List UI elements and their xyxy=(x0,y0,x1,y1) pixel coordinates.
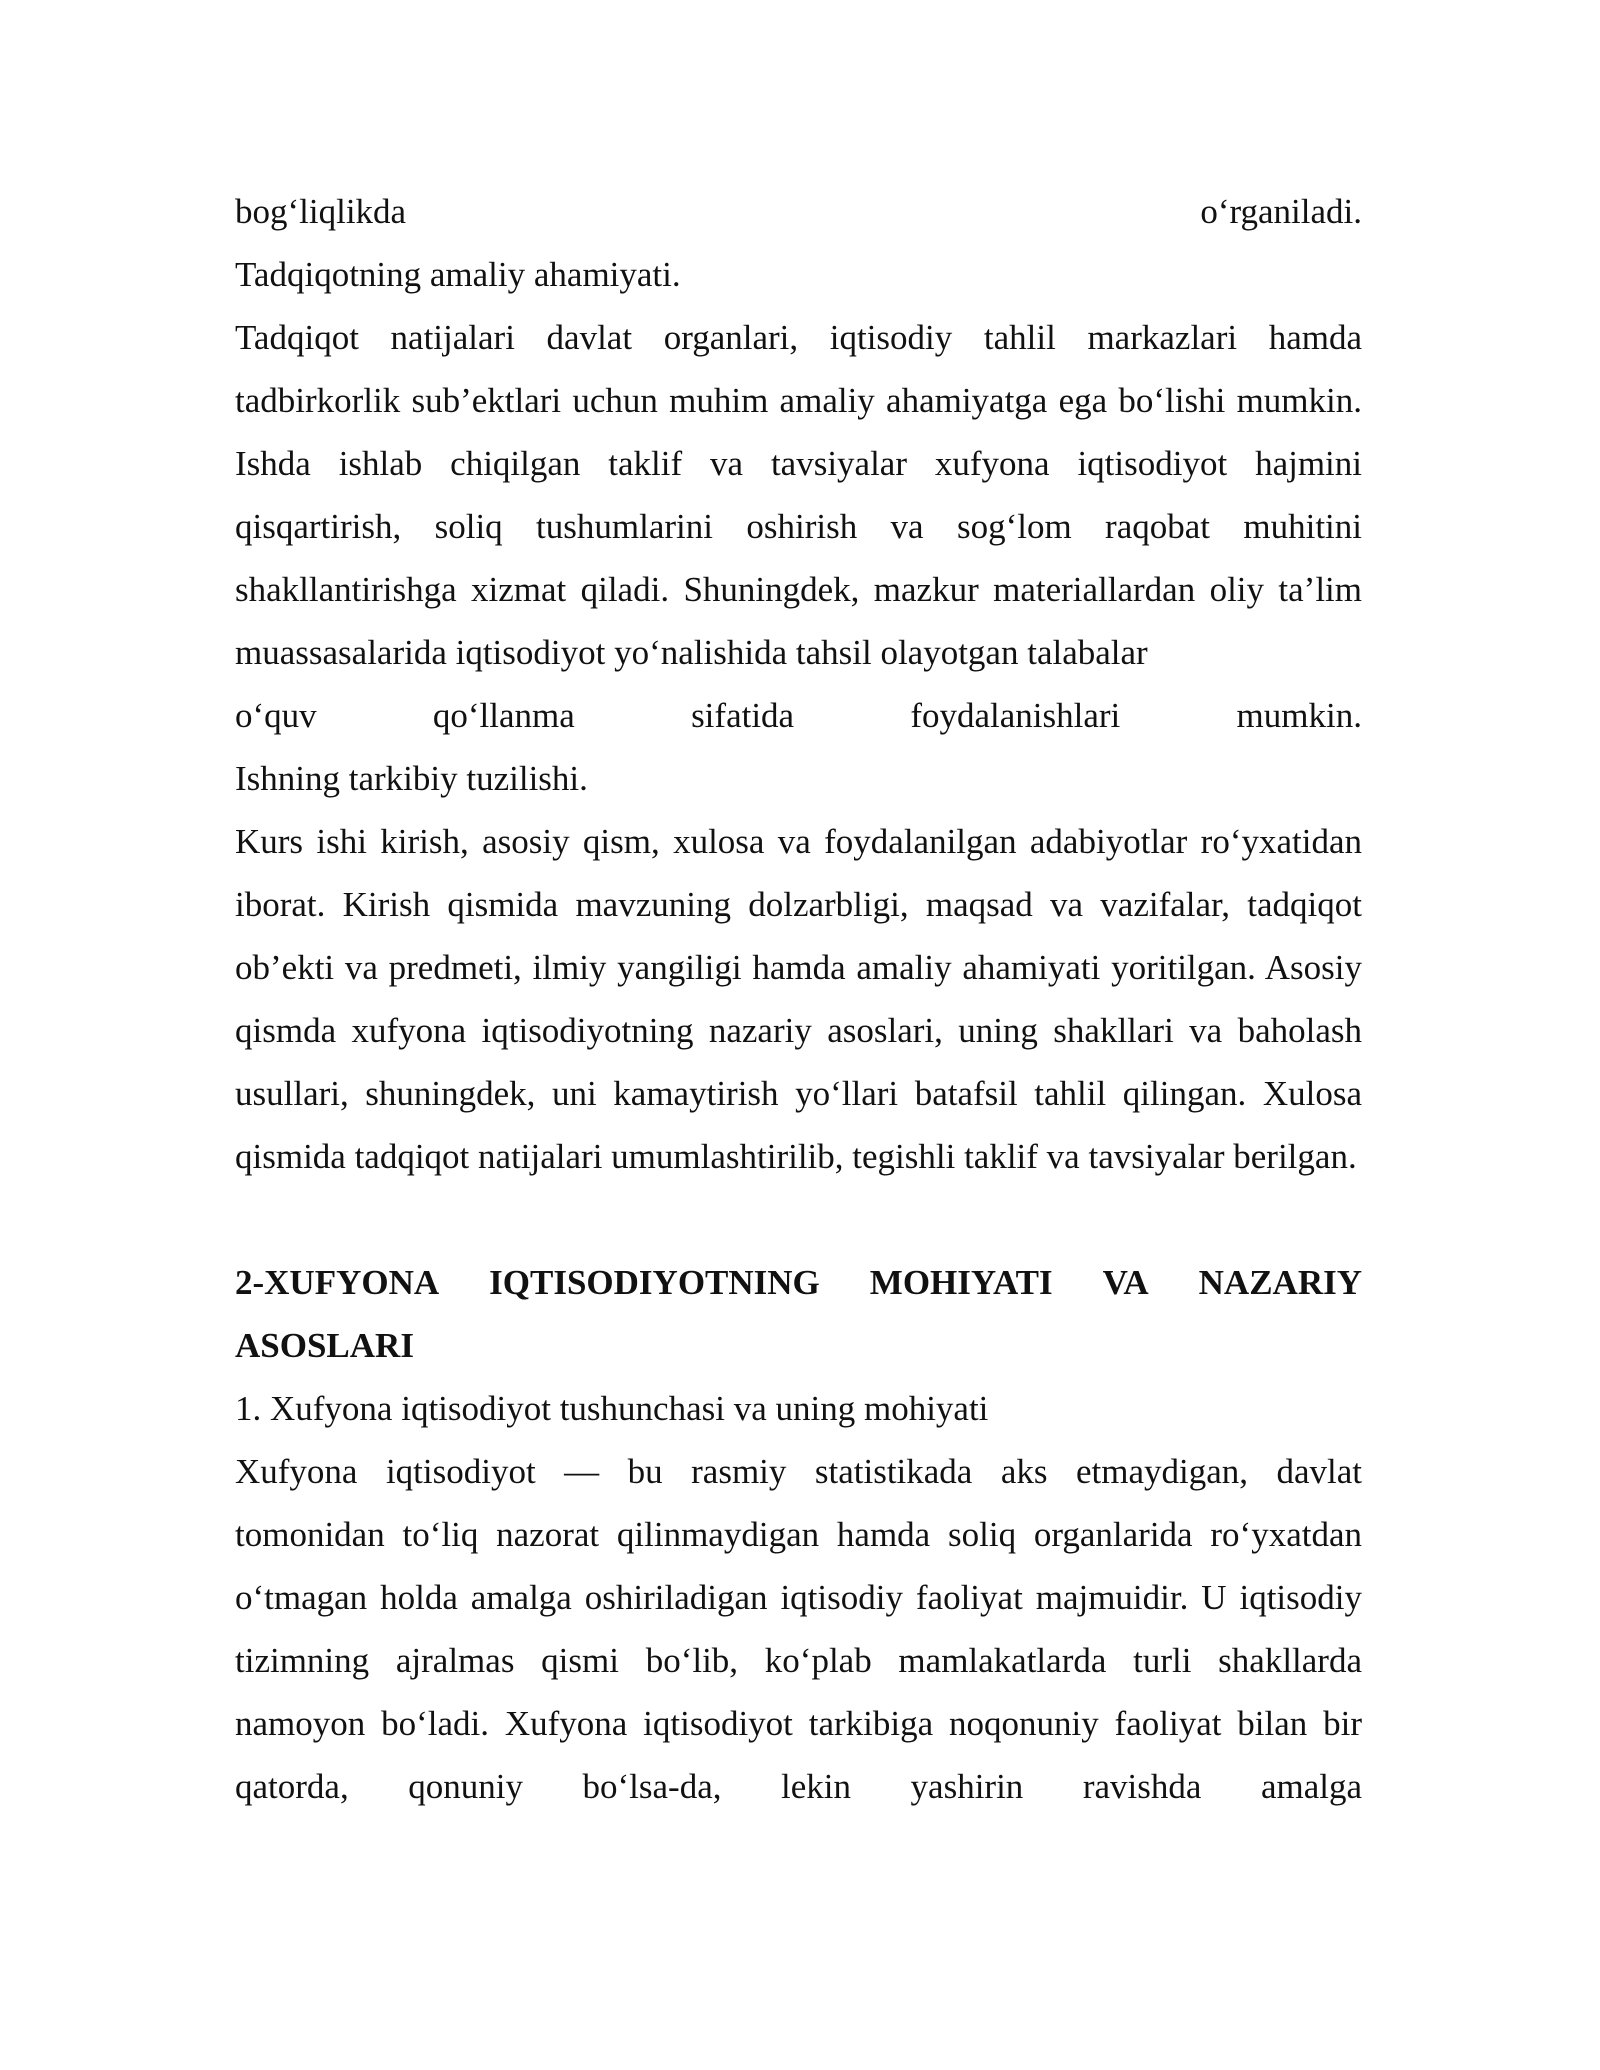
tarkibiy-tuzilish-title: Ishning tarkibiy tuzilishi. xyxy=(235,759,588,798)
chapter-heading-line1 xyxy=(235,1251,1362,1314)
chapter-heading-line2: ASOSLARI xyxy=(235,1326,414,1365)
section-paragraph: Xufyona iqtisodiyot — bu rasmiy statistikada aks etmaydigan, davlat tomonidan to‘liq nazorat qilinmaydigan hamda soliq organlarida ro‘yxatdan o‘tmagan holda amalga oshiriladigan iqtisodiy faoliyat majmuidir. U iqtisodiy tizimning ajralmas qismi bo‘lib, ko‘plab mamlakatlarda turli shakllarda namoyon bo‘ladi. Xufyona iqtisodiyot tarkibiga noqonuniy faoliyat bilan bir qatorda, qonuniy bo‘lsa-da, lekin yashirin ravishda amalga xyxy=(235,1452,1362,1806)
heading-word: NAZARIY xyxy=(1198,1263,1362,1302)
continued-line-left: bog‘liqlikda xyxy=(235,192,407,231)
last-line-word: qo‘llanma xyxy=(432,696,575,735)
section-gap xyxy=(235,1188,1362,1251)
last-line-word: foydalanishlari xyxy=(910,696,1121,735)
heading-word: MOHIYATI xyxy=(869,1263,1053,1302)
last-line-word: mumkin. xyxy=(1236,696,1362,735)
amaliy-ahamiyat-paragraph: Tadqiqot natijalari davlat organlari, iqtisodiy tahlil markazlari hamda tadbirkorlik sub’ektlari uchun muhim amaliy ahamiyatga ega bo‘lishi mumkin. Ishda ishlab chiqilgan taklif va tavsiyalar xufyona iqtisodiyot hajmini qisqartirish, soliq tushumlarini oshirish va sog‘lom raqobat muhitini shakllantirishga xizmat qiladi. Shuningdek, mazkur materiallardan oliy ta’lim muassasalarida iqtisodiyot yo‘nalishida tahsil olayotgan talabalar xyxy=(235,318,1362,672)
last-line-word: o‘quv xyxy=(235,696,317,735)
continued-line-right: o‘rganiladi. xyxy=(1200,192,1362,231)
section-title: 1. Xufyona iqtisodiyot tushunchasi va uning mohiyati xyxy=(235,1389,989,1428)
heading-word: IQTISODIYOTNING xyxy=(489,1263,820,1302)
amaliy-ahamiyat-title: Tadqiqotning amaliy ahamiyati. xyxy=(235,255,681,294)
continued-line xyxy=(235,180,1362,243)
heading-word: VA xyxy=(1102,1263,1149,1302)
heading-word: 2-XUFYONA xyxy=(235,1263,440,1302)
document-page xyxy=(235,180,1362,1818)
tarkibiy-tuzilish-paragraph: Kurs ishi kirish, asosiy qism, xulosa va foydalanilgan adabiyotlar ro‘yxatidan iborat. Kirish qismida mavzuning dolzarbligi, maqsad va vazifalar, tadqiqot ob’ekti va predmeti, ilmiy yangiligi hamda amaliy ahamiyati yoritilgan. Asosiy qismda xufyona iqtisodiyotning nazariy asoslari, uning shakllari va baholash usullari, shuningdek, uni kamaytirish yo‘llari batafsil tahlil qilingan. Xulosa qismida tadqiqot natijalari umumlashtirilib, tegishli taklif va tavsiyalar berilgan. xyxy=(235,822,1362,1176)
amaliy-ahamiyat-last-line xyxy=(235,684,1362,747)
last-line-word: sifatida xyxy=(691,696,795,735)
